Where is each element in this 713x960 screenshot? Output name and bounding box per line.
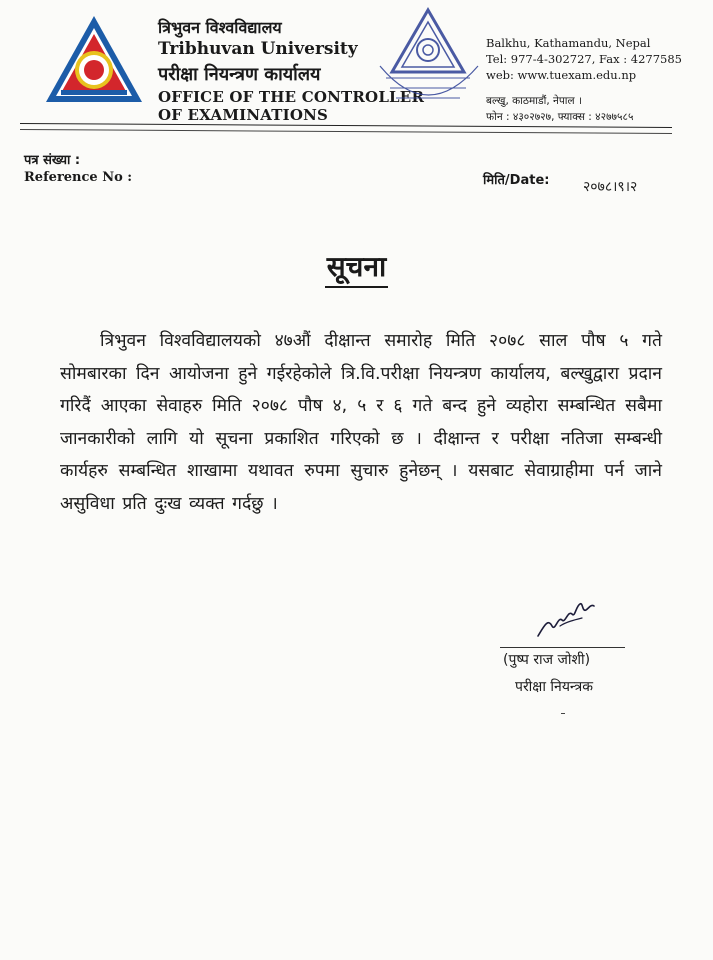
contact-info — [486, 35, 682, 125]
website: web: www.tuexam.edu.np — [486, 68, 637, 82]
notice-title — [0, 247, 713, 285]
office-name-nepali: परीक्षा नियन्त्रण कार्यालय — [158, 64, 321, 85]
signatory-title: परीक्षा नियन्त्रक — [515, 679, 593, 695]
reference-label-english: Reference No : — [24, 170, 133, 185]
telephone-fax: Tel: 977-4-302727, Fax : 4277585 — [486, 52, 682, 66]
notice-body: त्रिभुवन विश्वविद्यालयको ४७औं दीक्षान्त समारोह मिति २०७८ साल पौष ५ गते सोमबारका दिन आयोजना हुने गईरहेकोले त्रि.वि.परीक्षा नियन्त्रण कार्यालय, बल्खुद्वारा प्रदान गरिदैं आएका सेवाहरु मिति २०७८ पौष ४, ५ र ६ गते बन्द हुने व्यहोरा सम्बन्धित सबैमा जानकारीको लागि यो सूचना प्रकाशित गरिएको छ । दीक्षान्त र परीक्षा नतिजा सम्बन्धी कार्यहरु सम्बन्धित शाखामा यथावत रुपमा सुचारु हुनेछन् । यसबाट सेवाग्राहीमा पर्न जाने असुविधा प्रति दुःख व्यक्त गर्दछु । — [60, 331, 662, 514]
date-value: २०७८।९।२ — [583, 179, 638, 195]
notice-title-text: सूचना — [325, 250, 389, 288]
university-logo — [44, 14, 144, 106]
date-label: मिति/Date: — [483, 173, 550, 188]
office-name-english-line1: OFFICE OF THE CONTROLLER — [158, 88, 425, 106]
handwritten-signature — [530, 596, 600, 644]
reference-label-nepali: पत्र संख्या : — [24, 153, 81, 168]
phone-nepali: फोन : ४३०२७२७, फ्याक्स : ४२७७५८५ — [486, 111, 634, 123]
university-name-nepali: त्रिभुवन विश्वविद्यालय — [158, 18, 282, 37]
office-name-english-line2: OF EXAMINATIONS — [158, 106, 329, 124]
header-divider-thin — [20, 129, 672, 134]
small-mark — [561, 713, 565, 714]
university-name-english: Tribhuvan University — [158, 39, 358, 59]
office-seal-stamp — [372, 6, 484, 116]
signature-line — [500, 647, 625, 648]
address-english: Balkhu, Kathamandu, Nepal — [486, 36, 651, 50]
address-nepali: बल्खु, काठमाडौं, नेपाल । — [486, 95, 582, 107]
signatory-name: (पुष्प राज जोशी) — [503, 652, 591, 668]
